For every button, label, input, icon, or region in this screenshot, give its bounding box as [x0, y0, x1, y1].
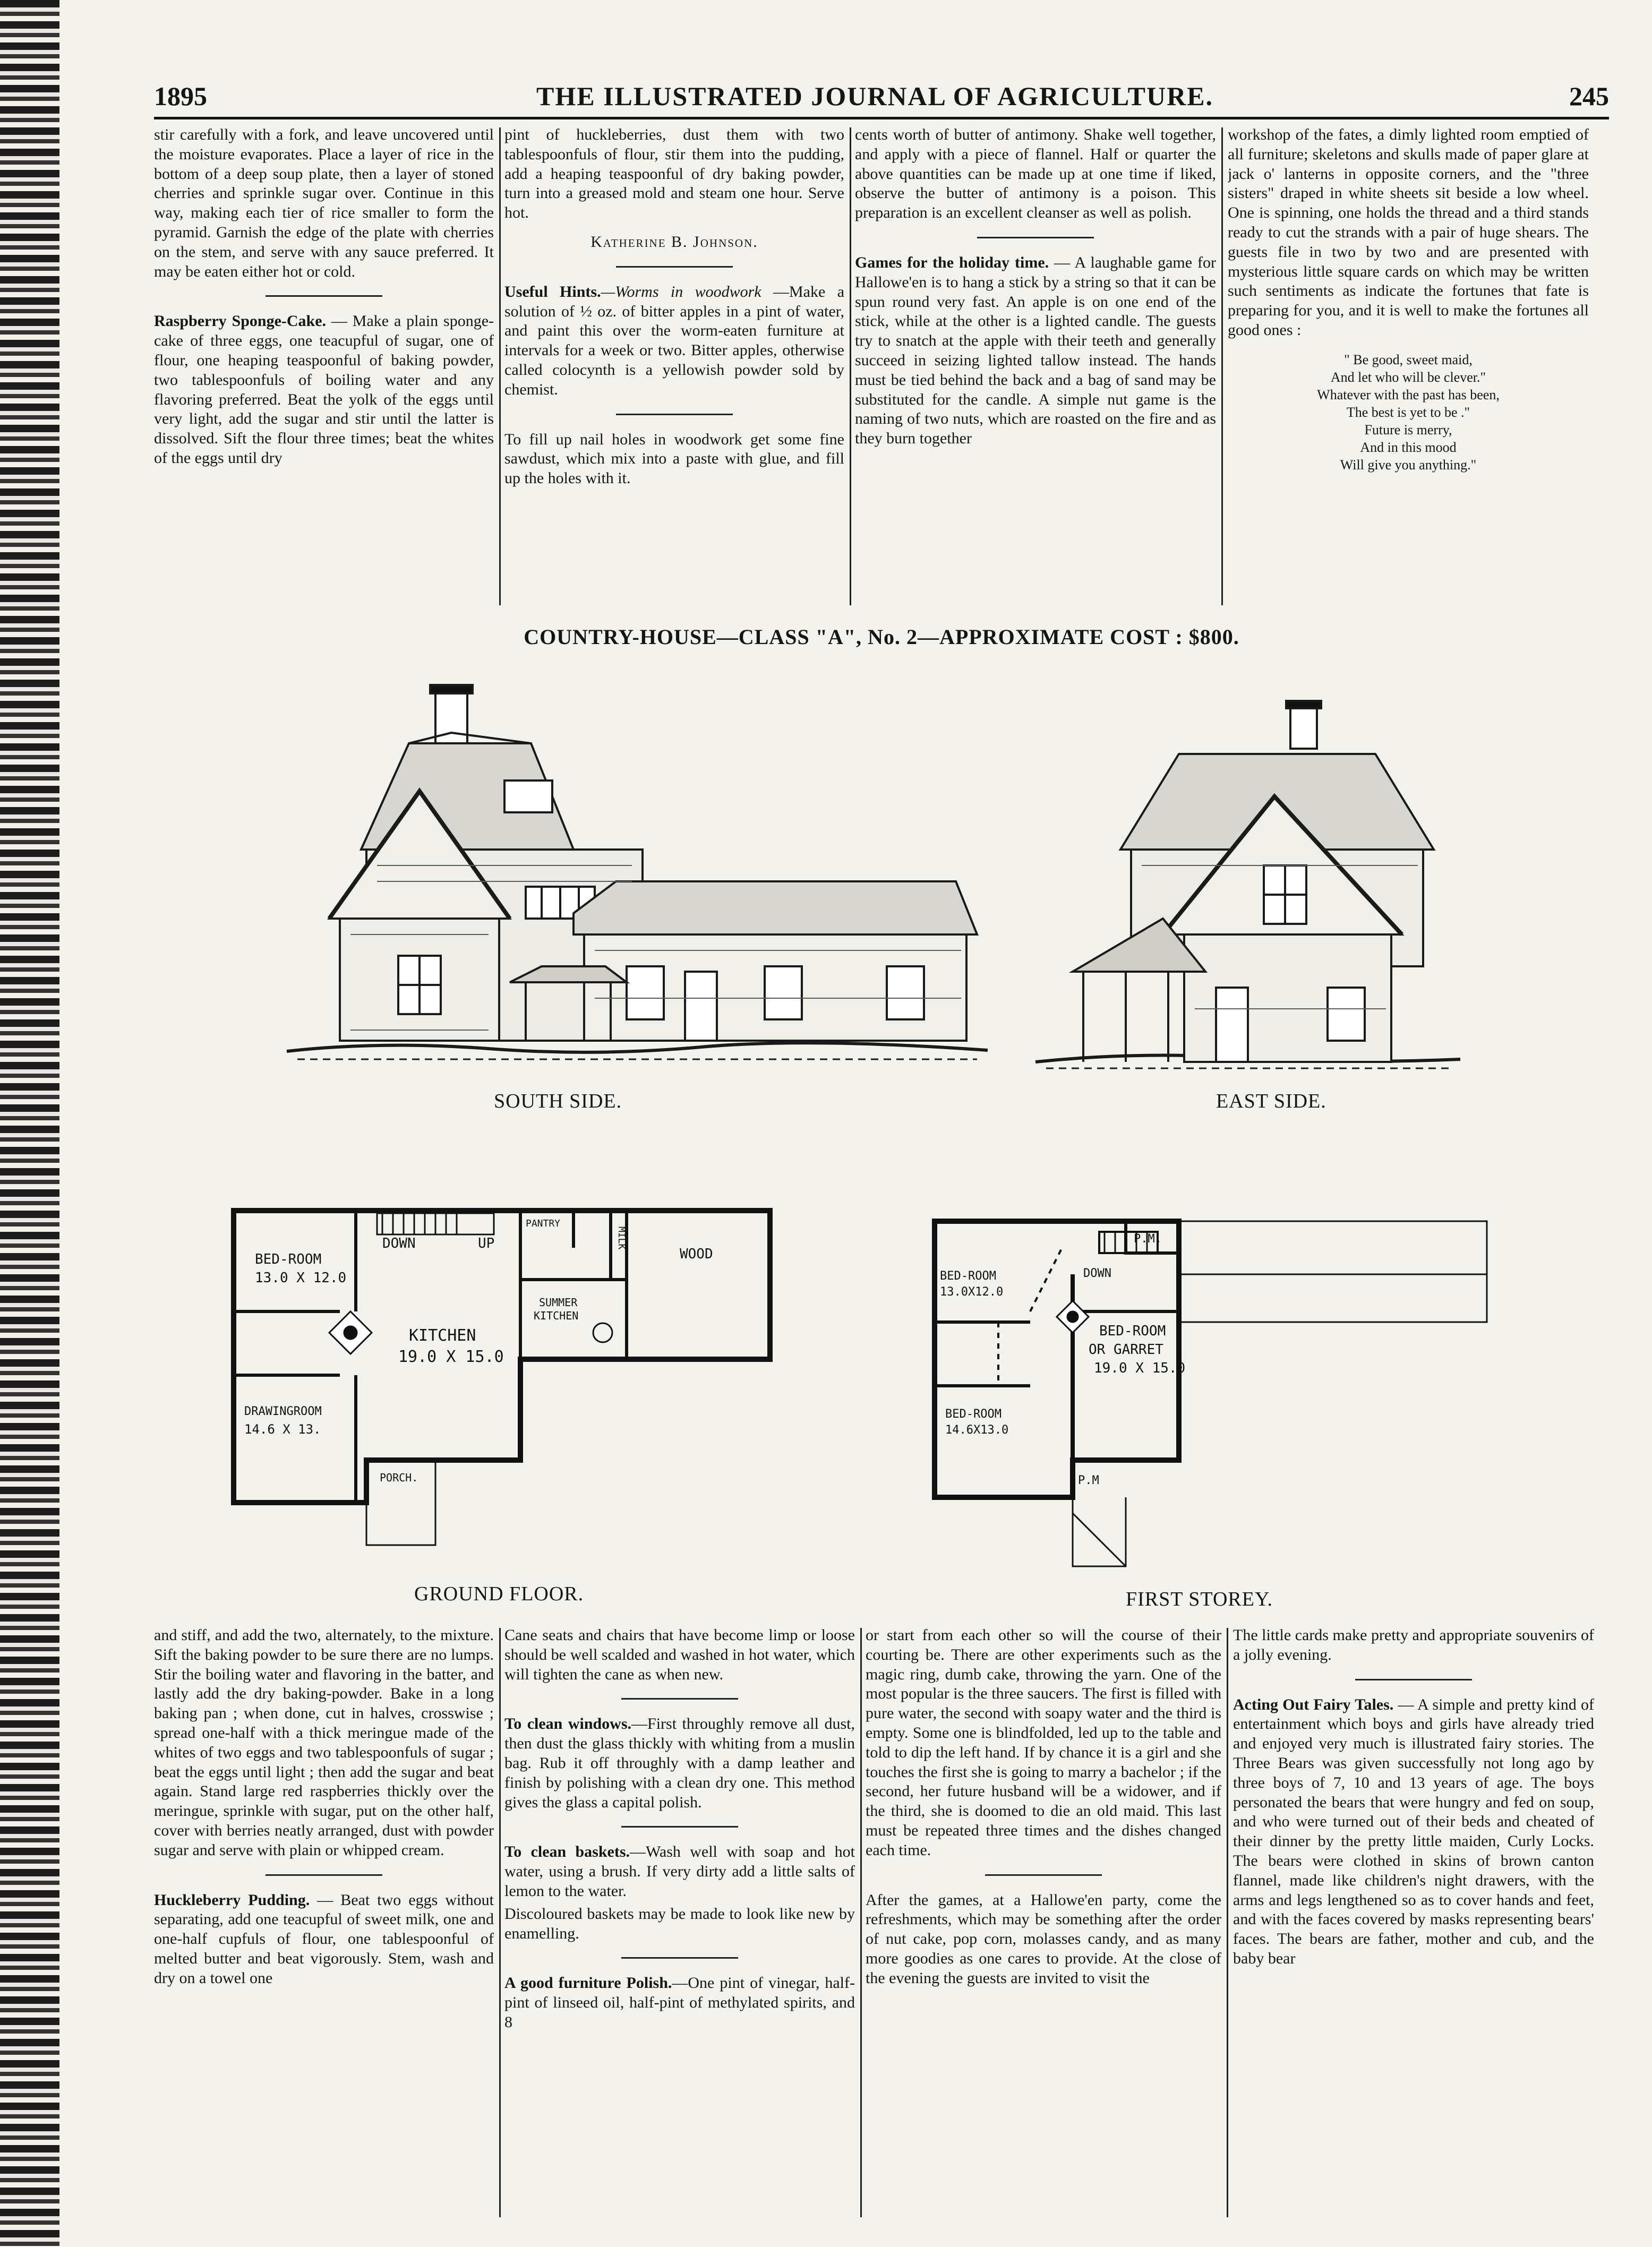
bedroom1-label: BED-ROOM [940, 1270, 996, 1283]
lower-column-2 [504, 1626, 855, 2220]
bedroom-label: BED-ROOM [255, 1251, 322, 1267]
poem-line: And in this mood [1360, 439, 1457, 455]
upper-column-4 [1228, 125, 1589, 603]
divider [977, 237, 1094, 238]
lower-column-1 [154, 1626, 494, 2220]
header-year: 1895 [154, 81, 207, 111]
porch-label: PORCH. [380, 1471, 418, 1484]
divider [985, 1874, 1102, 1876]
kitchen-label: KITCHEN [409, 1326, 476, 1345]
garret-size: 19.0 X 15.0 [1094, 1360, 1186, 1376]
divider [266, 295, 382, 297]
divider [621, 1698, 738, 1700]
column-rule [860, 1628, 862, 2217]
page-number: 245 [1569, 81, 1609, 111]
binding-edge [0, 0, 59, 2247]
bedroom3-size: 14.6X13.0 [945, 1423, 1009, 1437]
ground-floor-plan [223, 1205, 818, 1556]
article-heading: Acting Out Fairy Tales. [1233, 1695, 1394, 1713]
bedroom3-label: BED-ROOM [945, 1408, 1002, 1421]
column-rule [499, 127, 501, 605]
east-side-elevation [1030, 690, 1466, 1088]
paragraph: or start from each other so will the course of their courting be. There are other experiments such as the magic ring, dumb cake, throwing the yarn. One of the most popular is the three saucers. The first is filled with pure water, the second with soapy water and the third is empty. Some one is blindfolded, led up to the table and told to dip the left hand. If by chance it is a girl and she touches the first she is going to marry a bachelor ; if the second, her future husband will be a widower, and if the third, she is doomed to die an old maid. This last must be repeated three times and the dishes changed each time. [866, 1626, 1221, 1859]
column-rule [850, 127, 851, 605]
upper-column-3 [855, 125, 1216, 603]
east-side-caption: EAST SIDE. [1216, 1090, 1326, 1112]
column-rule [499, 1628, 501, 2217]
column-rule [1221, 127, 1223, 605]
upper-column-2 [504, 125, 844, 603]
divider [266, 1874, 382, 1876]
garret-label: OR GARRET [1089, 1342, 1163, 1358]
author-signature: Katherine B. Johnson. [590, 233, 758, 251]
milk-label: MILK [616, 1227, 627, 1250]
first-storey-plan [924, 1216, 1497, 1577]
column-rule [1227, 1628, 1228, 2217]
poem-line: Future is merry, [1364, 422, 1452, 438]
poem-line: " Be good, sweet maid, [1344, 351, 1473, 367]
paragraph: A good furniture Polish.—One pint of vinegar, half-pint of linseed oil, half-pint of methylated spirits, and 8 [504, 1974, 855, 2031]
paragraph: pint of huckleberries, dust them with two tablespoonfuls of flour, stir them into the pudding, add a heaping teaspoonful of dry baking powder, turn into a greased mold and steam one hour. Serve hot. [504, 126, 844, 222]
article-heading: Useful Hints. [504, 282, 601, 301]
up-label: UP [478, 1236, 495, 1251]
south-side-caption: SOUTH SIDE. [494, 1090, 622, 1112]
kitchen-size: 19.0 X 15.0 [398, 1348, 504, 1366]
ground-floor-caption: GROUND FLOOR. [414, 1583, 584, 1605]
divider [616, 266, 733, 268]
summer-label: SUMMER [539, 1296, 578, 1309]
paragraph: Discoloured baskets may be made to look like new by enamelling. [504, 1905, 855, 1942]
paragraph: To clean baskets.—Wash well with soap and hot water, using a brush. If very dirty add a little salts of lemon to the water. [504, 1843, 855, 1900]
article-heading: Games for the holiday time. [855, 253, 1049, 271]
article-heading: To clean baskets. [504, 1843, 630, 1861]
pantry-label: PANTRY [526, 1218, 561, 1229]
pm-label-bottom: P.M [1078, 1474, 1099, 1487]
header-rule [154, 117, 1609, 119]
wood-label: WOOD [680, 1246, 713, 1262]
poem-line: The best is yet to be ." [1346, 404, 1470, 420]
poem-line: And let who will be clever." [1330, 369, 1486, 385]
paragraph: Useful Hints.—Worms in woodwork —Make a solution of ½ oz. of bitter apples in a pint of water, and paint this over the worm-eaten furniture at intervals for a week or two. Bitter apples, otherwise called colocynth is a yellowish powder sold by chemist. [504, 282, 844, 398]
illustration-title: COUNTRY-HOUSE—CLASS "A", No. 2—APPROXIMATE COST : $800. [524, 625, 1239, 649]
divider [1355, 1679, 1472, 1680]
paragraph: Huckleberry Pudding. — Beat two eggs without separating, add one teacupful of sweet milk, one and one-half cupfuls of flour, one tablespoonful of melted butter and beat vigorously. Stem, wash and dry on a towel one [154, 1891, 494, 1987]
poem [1228, 351, 1589, 474]
paragraph: stir carefully with a fork, and leave uncovered until the moisture evaporates. Place a layer of rice in the bottom of a deep soup plate, then a layer of stoned cherries and sprinkle sugar over. Continue in this way, making each tier of rice smaller to form the pyramid. Garnish the edge of the plate with cherries on the stem, and serve with any sauce preferred. It may be eaten either hot or cold. [154, 126, 494, 280]
first-down-label: DOWN [1083, 1267, 1111, 1280]
paragraph: After the games, at a Hallowe'en party, come the refreshments, which may be something after the order of nut cake, pop corn, molasses candy, and as many more goodies as one cares to provide. At the close of the evening the guests are invited to visit the [866, 1891, 1221, 1987]
paragraph: Acting Out Fairy Tales. — A simple and pretty kind of entertainment which boys and girls have already tried and enjoyed very much is illustrated fairy stories. The Three Bears was given successfully not long ago by three boys of 7, 10 and 13 years of age. The boys personated the bears that were hungry and fed on soup, and who were turned out of their beds and cheated of their dinner by the pretty little maiden, Curly Locks. The bears were clothed in skins of brown canton flannel, made like children's night drawers, with the arms and legs lengthened so as to cover hands and feet, and with the faces covered by masks representing bears' faces. The bears are father, mother and cub, and the baby bear [1233, 1695, 1594, 1967]
article-heading: Raspberry Sponge-Cake. [154, 312, 327, 330]
upper-column-1 [154, 125, 494, 603]
paragraph: and stiff, and add the two, alternately, to the mixture. Sift the baking powder to be sure there are no lumps. Stir the boiling water and flavoring in the batter, and lastly add the dry baking-powder. Bake in a long baking pan ; when done, cut in halves, crosswise ; spread one-half with a thick meringue made of the whites of two eggs and two tablespoonfuls of sugar ; beat the eggs until light ; then add the sugar and beat again. Stand large red raspberries thickly over the meringue, sprinkle with sugar, put on the other half, cover with berries neatly arranged, dust with powder sugar and serve with plain or whipped cream. [154, 1626, 494, 1859]
paragraph: workshop of the fates, a dimly lighted room emptied of all furniture; skeletons and skulls made of paper glare at jack o' lanterns in opposite corners, and the "three sisters" draped in white sheets sit beside a low wheel. One is spinning, one holds the thread and a third stands ready to cut the strands with a pair of huge shears. The guests file in two by two and are presented with mysterious little square cards on which may be written such sentiments as indicate the fortunes that fate is preparing for you, and it is well to make the fortunes all good ones : [1228, 126, 1589, 339]
paragraph: Raspberry Sponge-Cake. — Make a plain sponge-cake of three eggs, one teacupful of sugar, one of flour, one heaping teaspoonful of baking powder, two tablespoonfuls of boiling water and any flavoring preferred. Beat the yolk of the eggs until very light, add the sugar and stir until the latter is dissolved. Sift the flour three times; beat the whites of the eggs until dry [154, 312, 494, 467]
poem-line: Whatever with the past has been, [1317, 387, 1500, 402]
paragraph: cents worth of butter of antimony. Shake well together, and apply with a piece of flannel. Half or quarter the above quantities can be made up at one time if liked, observe the butter of antimony is a poison. This preparation is an excellent cleanser as well as polish. [855, 126, 1216, 222]
article-heading: Huckleberry Pudding. [154, 1891, 310, 1909]
paragraph: Cane seats and chairs that have become limp or loose should be well scalded and washed in hot water, which will tighten the cane as when new. [504, 1626, 855, 1683]
bedroom2-label: BED-ROOM [1099, 1323, 1166, 1339]
paragraph: To clean windows.—First throughly remove all dust, then dust the glass thickly with whiting from a muslin bag. Rub it off throughly with a damp leather and finish by polishing with a clean dry one. This method gives the glass a capital polish. [504, 1715, 855, 1811]
divider [621, 1826, 738, 1828]
paragraph: Games for the holiday time. — A laughable game for Hallowe'en is to hang a stick by a string so that it can be spun round very fast. An apple is on one end of the stick, while at the other is a lighted candle. The guests try to snatch at the apple with their teeth and generally succeed in seizing lighted tallow instead. The hands must be tied behind the back and a bag of sand may be substituted for the candle. A simple nut game is the naming of two nuts, which are roasted on the fire and as they burn together [855, 253, 1216, 448]
summer-kitchen-label: KITCHEN [534, 1309, 579, 1322]
running-header [154, 74, 1609, 122]
paragraph: To fill up nail holes in woodwork get some fine sawdust, which mix into a paste with glue, and fill up the holes with it. [504, 430, 844, 487]
poem-line: Will give you anything." [1340, 457, 1477, 473]
article-heading: A good furniture Polish. [504, 1974, 672, 1992]
pm-label-top: P.M. [1134, 1232, 1162, 1246]
south-side-elevation [276, 669, 998, 1083]
lower-column-3 [866, 1626, 1221, 2220]
lower-column-4 [1233, 1626, 1594, 2220]
drawing-room-size: 14.6 X 13. [244, 1422, 321, 1437]
journal-title: THE ILLUSTRATED JOURNAL OF AGRICULTURE. [536, 81, 1214, 111]
down-label: DOWN [382, 1236, 416, 1251]
drawing-room-label: DRAWINGROOM [244, 1405, 322, 1418]
divider [616, 414, 733, 415]
bedroom1-size: 13.0X12.0 [940, 1285, 1004, 1299]
article-heading: To clean windows. [504, 1715, 632, 1733]
divider [621, 1957, 738, 1959]
paragraph: The little cards make pretty and appropriate souvenirs of a jolly evening. [1233, 1626, 1594, 1663]
first-storey-caption: FIRST STOREY. [1126, 1588, 1273, 1610]
bedroom-size: 13.0 X 12.0 [255, 1270, 347, 1286]
